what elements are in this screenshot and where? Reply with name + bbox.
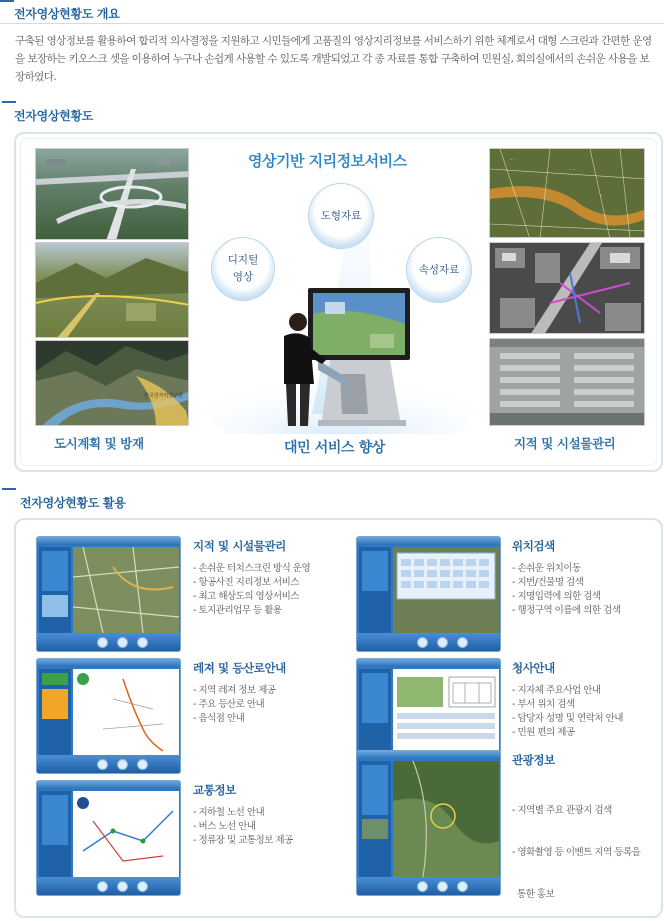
photo-label: 한국원자력연구원: [144, 393, 183, 399]
feature-title: 위치검색: [512, 539, 555, 553]
feature-list: - 지역별 주요 관광지 검색 - 영화촬영 등 이벤트 지역 등록을 통한 홍보: [512, 805, 641, 900]
screenshot-leisure-trail: [36, 658, 181, 774]
screenshot-traffic-info: [36, 780, 181, 896]
section-title-overview: 전자영상현황도 개요: [14, 7, 120, 21]
section-marker: [2, 101, 16, 103]
intro-paragraph: 구축된 영상정보를 활용하여 합리적 의사결정을 지원하고 시민들에게 고품질의 영상지리정보를 서비스하기 위한 체계로서 대형 스크린과 간편한 운영을 보장하는 키오스크 셋을 이용하여 누구나 손쉽게 사용할 수 있도록 개발되었고 각 종 자료를 통합 구축하여 민원실, 회의실에서의 손쉬운 사용을 보장하였다.: [15, 35, 652, 83]
section-title-usage: 전자영상현황도 활용: [20, 496, 126, 510]
status-diagram-box: [14, 132, 663, 472]
feature-list: - 지하철 노선 안내 - 버스 노선 안내 - 정류장 및 교통정보 제공: [193, 807, 293, 846]
feature-list: - 손쉬운 위치이동 - 지번/건물명 검색 - 지명입력에 의한 검색 - 행정구역 이름에 의한 검색: [512, 563, 621, 616]
bubble-shape-data: 도형자료: [309, 184, 373, 248]
section-marker: [0, 0, 14, 2]
caption-cadastral-management: 지적 및 시설물관리: [514, 436, 616, 451]
usage-box: [14, 518, 663, 918]
bubble-attribute-data: 속성자료: [407, 238, 471, 302]
screenshot-cadastral: [36, 536, 181, 652]
section-title-status: 전자영상현황도: [14, 109, 94, 123]
feature-title: 지적 및 시설물관리: [193, 539, 286, 553]
photo-cadastral-map: [489, 148, 645, 238]
svg-text:·· ·: ·· ·: [510, 157, 516, 162]
bubble-digital-image: 디지털 영상: [212, 238, 274, 300]
feature-title: 청사안내: [512, 661, 555, 675]
photo-highway-interchange: [35, 148, 189, 240]
feature-list: - 지역 레져 정보 제공 - 주요 등산로 안내 - 음식점 안내: [193, 685, 276, 724]
screenshot-tourism-info: [356, 750, 501, 896]
screenshot-location-search: [356, 536, 501, 652]
svg-text:··: ··: [600, 193, 603, 198]
caption-public-service: 대민 서비스 향상: [284, 440, 385, 456]
feature-list: - 지자체 주요사업 안내 - 부서 위치 검색 - 담당자 성명 및 연락처 안내 - 민원 편의 제공: [512, 685, 623, 738]
caption-urban-planning: 도시계획 및 방재: [54, 436, 144, 451]
diagram-title: 영상기반 지리정보서비스: [248, 152, 407, 170]
photo-aerial-parking: [489, 338, 645, 426]
photo-terrain-3d: [35, 242, 189, 338]
feature-title: 레져 및 등산로안내: [193, 661, 286, 675]
feature-title: 관광정보: [512, 753, 555, 767]
svg-text:· ··: · ··: [570, 167, 576, 172]
divider: [0, 23, 664, 24]
photo-facility-overlay: [489, 242, 645, 334]
photo-river-valley: [35, 340, 189, 426]
feature-list: - 손쉬운 터치스크린 방식 운영 - 항공사진 지리정보 서비스 - 최고 해상도의 영상서비스 - 토지관리업무 등 활용: [193, 563, 311, 616]
feature-title: 교통정보: [193, 783, 236, 797]
section-marker: [2, 488, 16, 490]
